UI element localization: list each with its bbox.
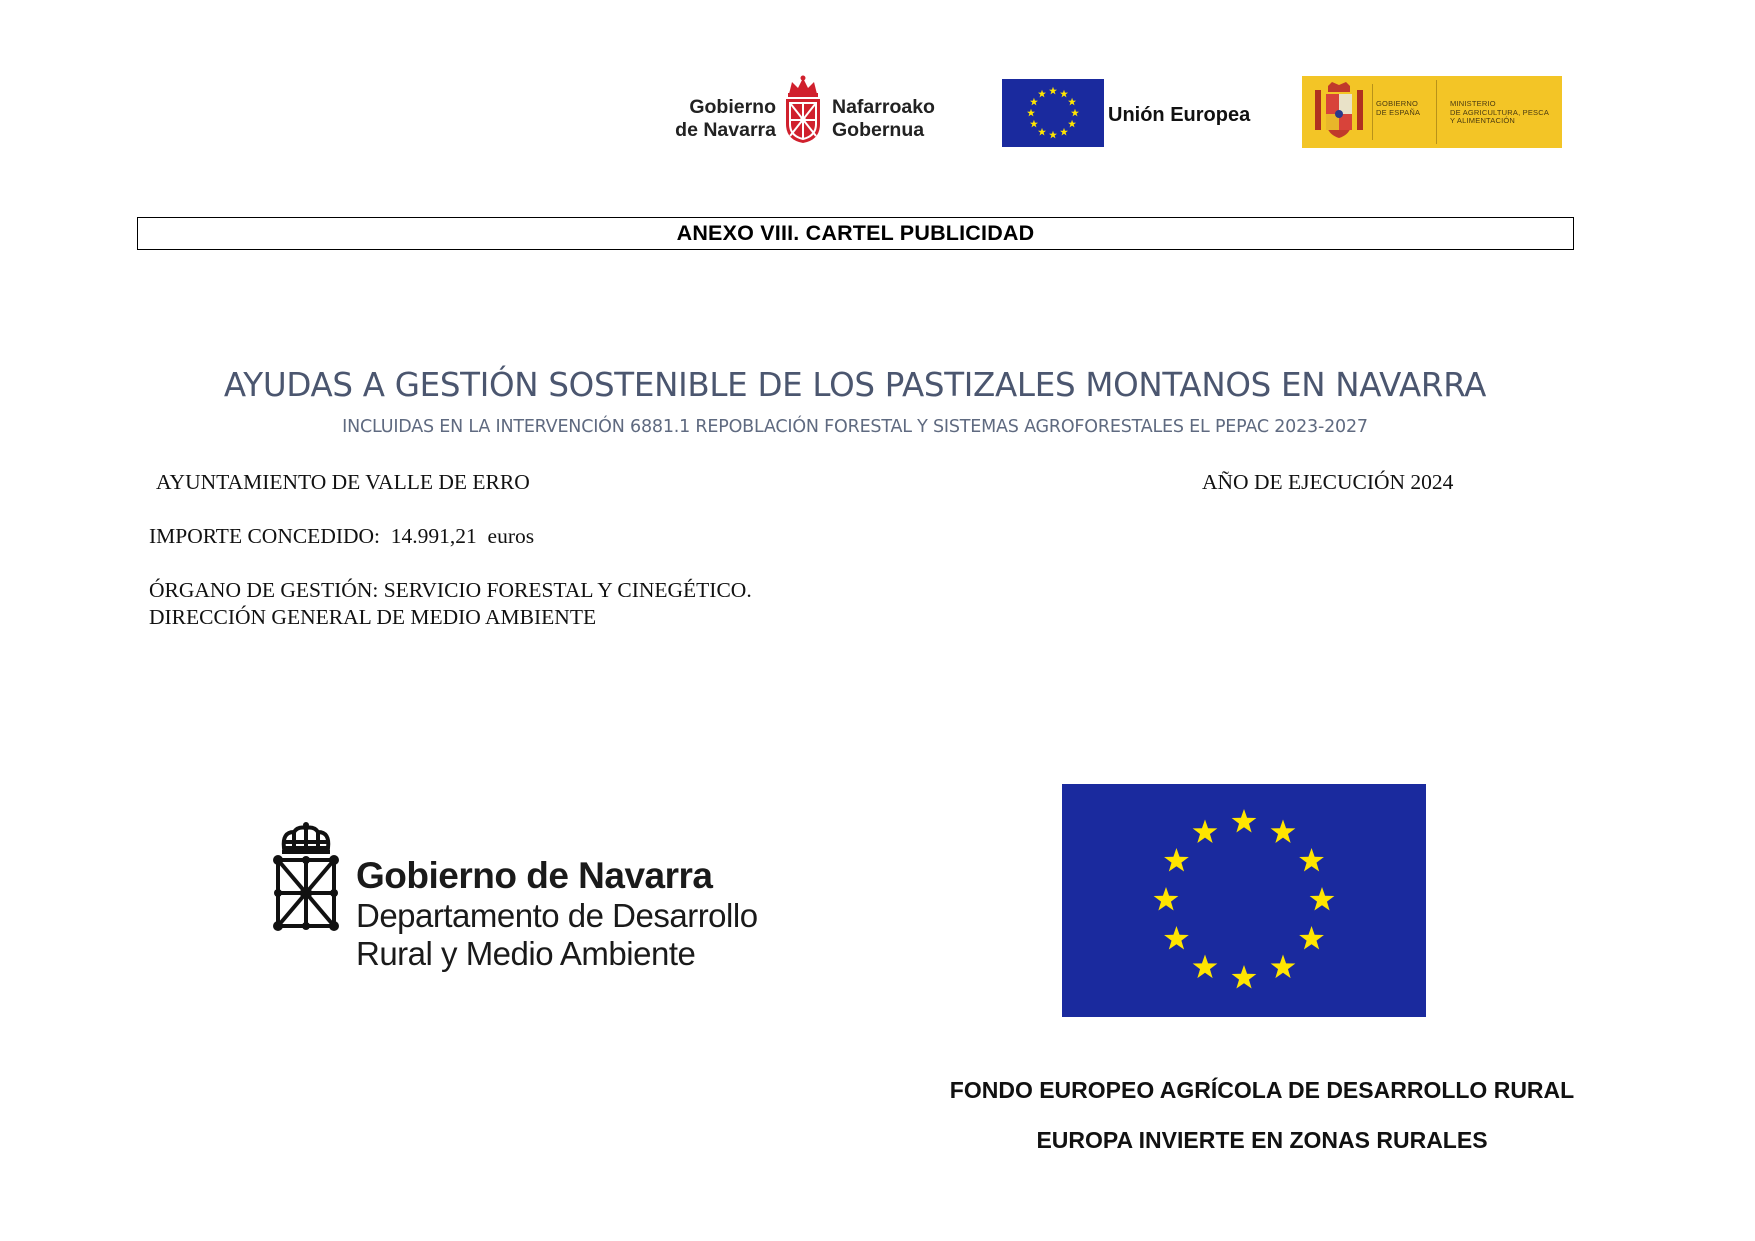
management-body-line1: ÓRGANO DE GESTIÓN: SERVICIO FORESTAL Y CINEGÉTICO. xyxy=(149,578,752,602)
navarra-logo-left-line2: de Navarra xyxy=(675,119,776,141)
department-logo-line1: Departamento de Desarrollo xyxy=(356,897,758,934)
navarra-coat-of-arms-icon xyxy=(782,74,824,144)
fund-name: FONDO EUROPEO AGRÍCOLA DE DESARROLLO RURAL xyxy=(949,1077,1575,1103)
spain-logo-gob-line2: DE ESPAÑA xyxy=(1376,107,1421,117)
spain-logo-min-line1: MINISTERIO xyxy=(1450,99,1496,108)
sub-title: INCLUIDAS EN LA INTERVENCIÓN 6881.1 REPOBLACIÓN FORESTAL Y SISTEMAS AGROFORESTALES EL PEPAC 2023-2027 xyxy=(342,417,1368,437)
spain-logo-divider-1 xyxy=(1372,84,1373,140)
granted-amount: IMPORTE CONCEDIDO: 14.991,21 euros xyxy=(149,524,535,548)
fund-motto: EUROPA INVIERTE EN ZONAS RURALES xyxy=(1036,1127,1488,1153)
spain-logo-min-line2: DE AGRICULTURA, PESCA xyxy=(1450,107,1550,117)
execution-year: AÑO DE EJECUCIÓN 2024 xyxy=(1202,470,1454,494)
eu-flag-large-icon xyxy=(1062,784,1426,1017)
spain-logo-min-line3: Y ALIMENTACIÓN xyxy=(1450,116,1516,125)
management-body-line2: DIRECCIÓN GENERAL DE MEDIO AMBIENTE xyxy=(149,605,597,629)
navarra-logo-left-line1: Gobierno xyxy=(689,96,776,118)
department-logo-line2: Rural y Medio Ambiente xyxy=(356,935,696,972)
navarra-logo-right-line1: Nafarroako xyxy=(832,96,935,118)
spain-government-logo xyxy=(1302,76,1562,148)
spain-coat-of-arms-icon xyxy=(1312,82,1366,142)
navarra-chains-emblem-icon xyxy=(270,822,342,938)
annex-header-box xyxy=(137,217,1574,250)
eu-flag-icon xyxy=(1002,79,1104,147)
ayuntamiento-label: AYUNTAMIENTO DE VALLE DE ERRO xyxy=(156,470,530,494)
annex-title: ANEXO VIII. CARTEL PUBLICIDAD xyxy=(676,221,1035,245)
department-logo-title: Gobierno de Navarra xyxy=(356,855,713,896)
eu-logo-label: Unión Europea xyxy=(1108,104,1251,126)
spain-logo-divider-2 xyxy=(1436,80,1437,144)
main-title: AYUDAS A GESTIÓN SOSTENIBLE DE LOS PASTIZALES MONTANOS EN NAVARRA xyxy=(223,366,1487,404)
navarra-logo-right-line2: Gobernua xyxy=(832,119,925,141)
spain-logo-gob-line1: GOBIERNO xyxy=(1376,99,1419,108)
